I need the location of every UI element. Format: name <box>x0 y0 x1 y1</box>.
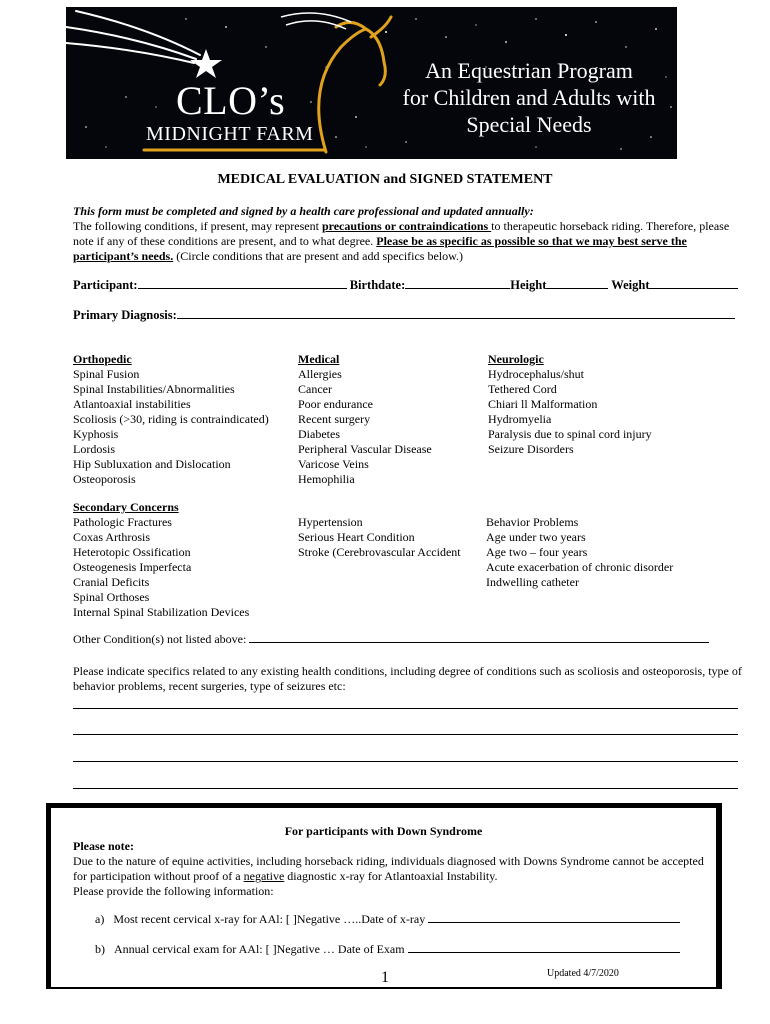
tagline <box>384 57 674 138</box>
header-banner <box>66 7 677 159</box>
specifics-line-4[interactable] <box>73 788 738 789</box>
condition-item[interactable]: Recent surgery <box>298 412 371 426</box>
down-syndrome-title: For participants with Down Syndrome <box>284 824 483 838</box>
intro-part-1: The following conditions, if present, may represent <box>73 219 322 233</box>
condition-item[interactable]: Behavior Problems <box>486 515 579 529</box>
condition-item[interactable]: Age two – four years <box>486 545 588 559</box>
intro-part-2: to therapeutic horseback riding. Therefore, please note if any of these conditions are present, and to what degree. <box>73 219 730 248</box>
condition-item[interactable]: Spinal Fusion <box>73 367 140 381</box>
intro-part-3: (Circle conditions that are present and add specifics below.) <box>173 249 464 263</box>
height-label: Height <box>510 278 547 292</box>
condition-item[interactable]: Tethered Cord <box>488 382 557 396</box>
item-a-text: Most recent cervical x-ray for AAl: [ ]Negative …..Date of x-ray <box>113 912 426 926</box>
tagline-line-2: for Children and Adults with <box>402 85 656 110</box>
condition-item[interactable]: Indwelling catheter <box>486 575 579 589</box>
intro-paragraph <box>73 219 743 264</box>
condition-item[interactable]: Chiari ll Malformation <box>488 397 598 411</box>
condition-item[interactable]: Hip Subluxation and Dislocation <box>73 457 231 471</box>
ds-negative-word: negative <box>243 869 285 883</box>
orthopedic-column <box>73 352 269 487</box>
condition-item[interactable]: Stroke (Cerebrovascular Accident <box>298 545 461 559</box>
comet-tail <box>66 11 200 63</box>
condition-item[interactable]: Heterotopic Ossification <box>73 545 191 559</box>
condition-item[interactable]: Kyphosis <box>73 427 119 441</box>
page-number: 1 <box>381 969 389 986</box>
intro-precautions: precautions or contraindications <box>321 219 492 233</box>
orthopedic-heading: Orthopedic <box>73 352 132 366</box>
condition-item[interactable]: Cranial Deficits <box>73 575 150 589</box>
down-syndrome-box <box>46 803 722 989</box>
condition-item[interactable]: Allergies <box>298 367 342 381</box>
item-b-text: Annual cervical exam for AAl: [ ]Negative … Date of Exam <box>114 942 405 956</box>
condition-item[interactable]: Poor endurance <box>298 397 373 411</box>
ds-text-part-2: diagnostic x-ray for Atlantoaxial Instability. <box>284 869 498 883</box>
exam-item <box>95 942 680 957</box>
condition-item[interactable]: Lordosis <box>73 442 115 456</box>
condition-item[interactable]: Osteogenesis Imperfecta <box>73 560 192 574</box>
specifics-line-2[interactable] <box>73 734 738 735</box>
condition-item[interactable]: Hypertension <box>298 515 363 529</box>
condition-item[interactable]: Diabetes <box>298 427 340 441</box>
item-b-label: b) <box>95 942 105 956</box>
specifics-instruction: Please indicate specifics related to any existing health conditions, including degree of conditions such as scoliosis and osteoporosis, type of behavior problems, recent surgeries, type of seizures etc: <box>73 664 742 693</box>
condition-item[interactable]: Pathologic Fractures <box>73 515 172 529</box>
condition-item[interactable]: Acute exacerbation of chronic disorder <box>486 560 674 574</box>
other-conditions-field[interactable] <box>249 642 709 643</box>
secondary-heading: Secondary Concerns <box>73 500 179 514</box>
condition-item[interactable]: Varicose Veins <box>298 457 369 471</box>
primary-diagnosis-field[interactable] <box>177 318 735 319</box>
brand-name: CLO’s <box>176 78 286 123</box>
participant-field[interactable] <box>138 288 347 289</box>
xray-date-field[interactable] <box>428 922 680 923</box>
condition-item[interactable]: Spinal Orthoses <box>73 590 150 604</box>
condition-item[interactable]: Spinal Instabilities/Abnormalities <box>73 382 235 396</box>
condition-item[interactable]: Internal Spinal Stabilization Devices <box>73 605 250 619</box>
ds-text-part-1: Due to the nature of equine activities, including horseback riding, individuals diagnosed with Downs Syndrome cannot be accepted for participation without proof of a <box>73 854 704 883</box>
condition-item[interactable]: Hydromyelia <box>488 412 552 426</box>
secondary-column-2 <box>298 515 461 560</box>
condition-item[interactable]: Peripheral Vascular Disease <box>298 442 432 456</box>
condition-item[interactable]: Hemophilia <box>298 472 355 486</box>
page-title: MEDICAL EVALUATION and SIGNED STATEMENT <box>217 172 553 187</box>
farm-name: MIDNIGHT FARM <box>146 123 314 145</box>
condition-item[interactable]: Cancer <box>298 382 332 396</box>
condition-item[interactable]: Hydrocephalus/shut <box>488 367 584 381</box>
participant-line <box>73 278 738 293</box>
birthdate-label: Birthdate: <box>349 278 406 292</box>
condition-item[interactable]: Coxas Arthrosis <box>73 530 151 544</box>
tagline-line-1: An Equestrian Program <box>425 58 633 83</box>
primary-diagnosis-label: Primary Diagnosis: <box>73 308 177 322</box>
participant-label: Participant: <box>73 278 138 292</box>
other-conditions-label: Other Condition(s) not listed above: <box>73 632 247 646</box>
medical-column <box>298 352 432 487</box>
mane-lines <box>281 13 351 29</box>
primary-diagnosis-line <box>73 308 735 323</box>
weight-field[interactable] <box>649 288 738 289</box>
condition-item[interactable]: Seizure Disorders <box>488 442 574 456</box>
other-conditions-line <box>73 632 709 647</box>
neurologic-heading: Neurologic <box>488 352 544 366</box>
condition-item[interactable]: Age under two years <box>486 530 586 544</box>
please-note-label: Please note: <box>73 839 134 853</box>
medical-heading: Medical <box>298 352 340 366</box>
condition-item[interactable]: Paralysis due to spinal cord injury <box>488 427 652 441</box>
condition-item[interactable]: Scoliosis (>30, riding is contraindicated) <box>73 412 269 426</box>
down-syndrome-text <box>73 854 713 899</box>
intro-specific-request: Please be as specific as possible so that we may best serve the participant’s needs. <box>73 234 687 263</box>
item-a-label: a) <box>95 912 105 926</box>
specifics-line-1[interactable] <box>73 708 738 709</box>
condition-item[interactable]: Serious Heart Condition <box>298 530 415 544</box>
ds-text-part-3: Please provide the following information: <box>73 884 274 898</box>
exam-date-field[interactable] <box>408 952 680 953</box>
specifics-line-3[interactable] <box>73 761 738 762</box>
weight-label: Weight <box>611 278 650 292</box>
xray-item <box>95 912 680 927</box>
secondary-column-3 <box>486 515 673 590</box>
tagline-line-3: Special Needs <box>466 112 592 137</box>
birthdate-field[interactable] <box>405 288 510 289</box>
updated-date: Updated 4/7/2020 <box>547 968 619 979</box>
neurologic-column <box>488 352 652 457</box>
secondary-column-1 <box>73 500 249 620</box>
intro-text <box>73 204 743 264</box>
height-field[interactable] <box>546 288 608 289</box>
condition-item[interactable]: Osteoporosis <box>73 472 136 486</box>
condition-item[interactable]: Atlantoaxial instabilities <box>73 397 191 411</box>
intro-instruction: This form must be completed and signed by a health care professional and updated annually: <box>73 204 534 218</box>
